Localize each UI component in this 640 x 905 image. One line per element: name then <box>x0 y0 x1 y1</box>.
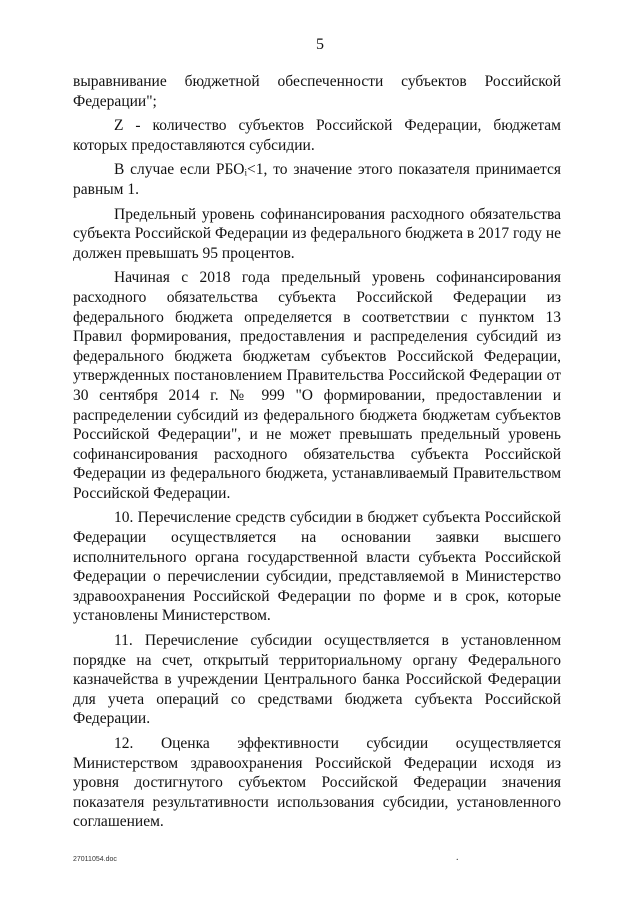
document-body <box>73 72 561 837</box>
paragraph-z-definition: Z - количество субъектов Российской Федерации, бюджетам которых предоставляются субсидии. <box>73 117 561 154</box>
paragraph-rbo-condition: В случае если РБОᵢ<1, то значение этого показателя принимается равным 1. <box>73 161 561 198</box>
page-number: 5 <box>316 36 324 53</box>
paragraph-item-10: 10. Перечисление средств субсидии в бюджет субъекта Российской Федерации осуществляется на основании заявки высшего исполнительного органа государственной власти субъекта Российской Федерации о перечислении субсидии, представляемой в Министерство здравоохранения Российской Федерации по форме и в срок, которые установлены Министерством. <box>73 509 561 625</box>
paragraph-item-12: 12. Оценка эффективности субсидии осуществляется Министерством здравоохранения Российской Федерации исходя из уровня достигнутого субъектом Российской Федерации значения показателя результативности использования субсидии, установленного соглашением. <box>73 735 561 831</box>
paragraph-cofinancing-2018: Начиная с 2018 года предельный уровень софинансирования расходного обязательства субъекта Российской Федерации из федерального бюджета определяется в соответствии с пунктом 13 Правил формирования, предоставления и распределения субсидий из федерального бюджета бюджетам субъектов Российской Федерации, утвержденных постановлением Правительства Российской Федерации от 30 сентября 2014 г. № 999 "О формировании, предоставлении и распределении субсидий из федерального бюджета бюджетам субъектов Российской Федерации", и не может превышать предельный уровень софинансирования расходного обязательства субъекта Российской Федерации из федерального бюджета, устанавливаемый Правительством Российской Федерации. <box>73 269 561 502</box>
paragraph-item-11: 11. Перечисление субсидии осуществляется в установленном порядке на счет, открытый территориальному органу Федерального казначейства в учреждении Центрального банка Российской Федерации для учета операций со средствами бюджета субъекта Российской Федерации. <box>73 632 561 728</box>
footer-mark: . <box>456 852 459 863</box>
paragraph-continuation: выравнивание бюджетной обеспеченности субъектов Российской Федерации"; <box>73 73 561 110</box>
paragraph-cofinancing-2017: Предельный уровень софинансирования расходного обязательства субъекта Российской Федерации из федерального бюджета в 2017 году не должен превышать 95 процентов. <box>73 205 561 262</box>
footer-filename: 27011054.doc <box>73 856 117 863</box>
